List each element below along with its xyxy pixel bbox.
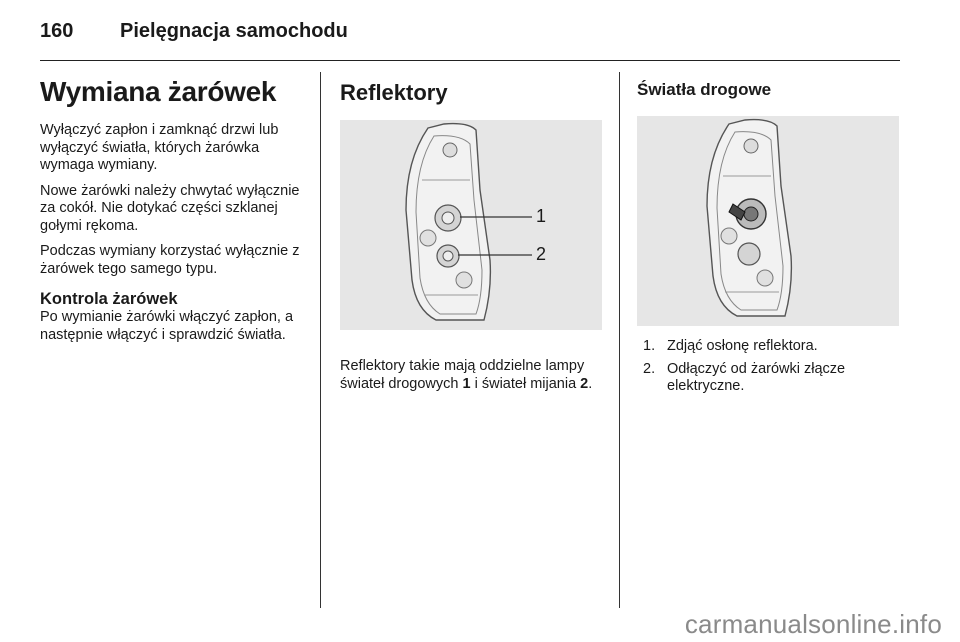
callout-1-label: 1 (536, 206, 547, 226)
headlight-illustration (340, 120, 602, 330)
bulb-check-heading: Kontrola żarówek (40, 290, 178, 308)
paragraph-same-type: Podczas wymiany korzystać wyłącznie z żarówek tego samego typu. (40, 243, 300, 277)
bulb-replacement-title: Wymiana żarówek (40, 76, 277, 107)
ref-number-2: 2 (580, 375, 589, 392)
high-beam-drawing (637, 116, 899, 326)
section-title: Pielęgnacja samochodu (120, 20, 348, 42)
high-beam-illustration (637, 116, 899, 326)
page-number: 160 (40, 20, 74, 42)
column-headlights (340, 72, 602, 401)
text-part-a: Reflektory takie mają oddzielne lampy świateł drogowych (340, 358, 585, 392)
high-beam-title: Światła drogowe (637, 80, 772, 99)
step-text: Odłączyć od żarówki złącze elektryczne. (667, 360, 846, 394)
paragraph-handling-bulbs: Nowe żarówki należy chwytać wyłącznie za cokół. Nie dotykać części szklanej gołymi rękoma. (40, 182, 300, 234)
column-divider-1 (320, 72, 321, 608)
callout-2-label: 2 (536, 244, 547, 264)
list-item (637, 338, 902, 356)
ref-number-1: 1 (462, 375, 471, 392)
high-beam-steps (637, 338, 902, 396)
column-bulb-replacement (40, 72, 305, 352)
page-header (40, 20, 900, 61)
step-number: 1. (643, 338, 656, 354)
text-part-c: . (588, 375, 593, 392)
paragraph-bulb-check: Po wymianie żarówki włączyć zapłon, a następnie włączyć i sprawdzić światła. (40, 309, 294, 343)
headlights-title: Reflektory (340, 80, 448, 105)
text-part-b: i świateł mijania (470, 375, 581, 392)
list-item (637, 361, 902, 396)
paragraph-headlight-lamps (340, 358, 602, 393)
step-number: 2. (643, 360, 656, 377)
step-text: Zdjąć osłonę reflektora. (667, 338, 818, 354)
paragraph-ignition-off: Wyłączyć zapłon i zamknąć drzwi lub wyłączyć światła, których żarówka wymaga wymiany. (40, 122, 279, 173)
watermark: carmanualsonline.info (684, 609, 942, 639)
headlight-drawing (340, 120, 602, 330)
column-divider-2 (619, 72, 620, 608)
column-high-beam (637, 72, 902, 401)
